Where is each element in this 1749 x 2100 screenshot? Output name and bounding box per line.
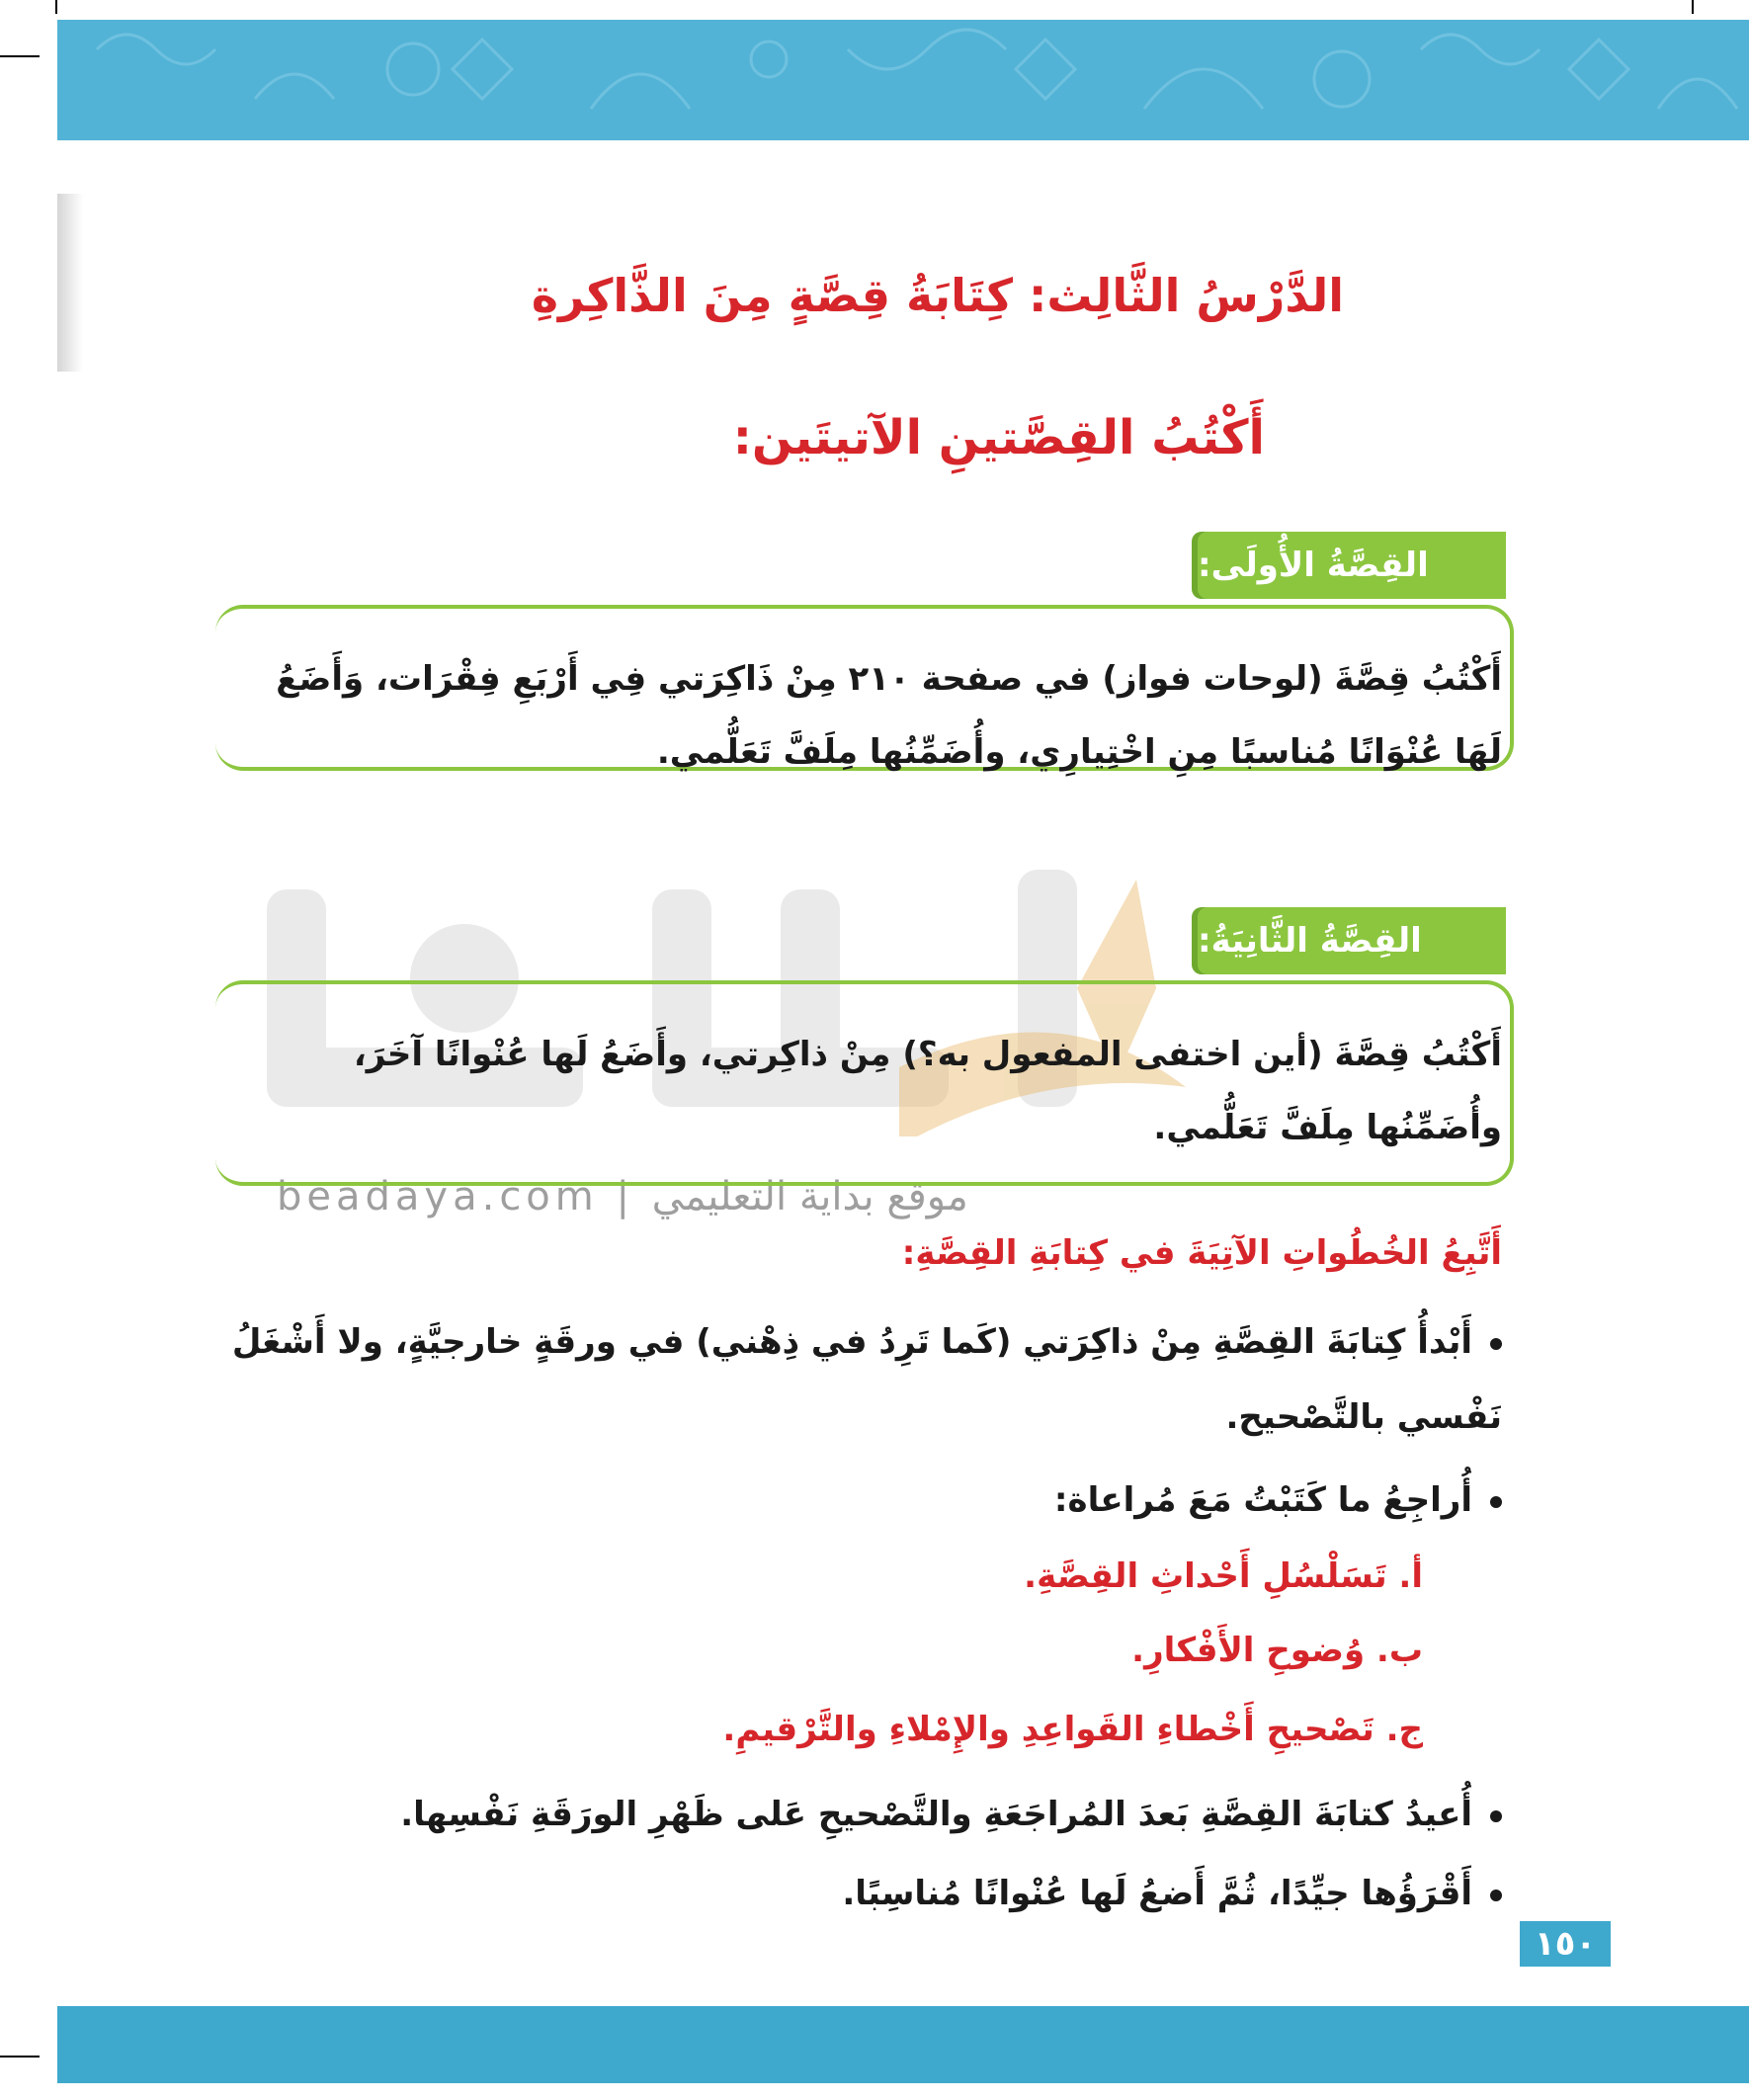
step-item [227,1463,1502,1538]
step-item [227,1777,1502,1852]
bullet-icon [1490,1496,1502,1508]
watermark-caption: beadaya.com | موقع بداية التعليمي [277,1174,968,1219]
sub-step-item: ج. تَصْحيحِ أَخْطاءِ القَواعِدِ والإِمْلاءِ والتَّرْقيمِ. [722,1710,1423,1749]
story-two-text: أَكْتُبُ قِصَّةَ (أين اختفى المفعول به؟) مِنْ ذاكِرتي، وأَضَعُ لَها عُنْوانًا آخَرَ، وأُضَمِّنُها مِلَفَّ تَعَلُّمي. [353,1035,1502,1147]
crop-mark [0,2056,40,2058]
crop-mark [0,55,40,57]
step-text: أُعيدُ كتابَةَ القِصَّةِ بَعدَ المُراجَعَةِ والتَّصْحيحِ عَلى ظَهْرِ الورَقَةِ نَفْسِها. [400,1795,1472,1834]
story-one-text: أَكْتُبُ قِصَّةَ (لوحات فواز) في صفحة ٢١٠ مِنْ ذَاكِرَتي فِي أَرْبَعِ فِقْرَات، وَأَضَعُ لَهَا عُنْوَانًا مُناسبًا مِنِ اخْتِيارِي، وأُضَمِّنُها مِلَفَّ تَعَلُّمي. [276,659,1502,772]
sub-step-item: ب. وُضوحِ الأَفْكارِ. [1131,1631,1423,1670]
crop-mark [1692,0,1694,14]
step-text: أُراجِعُ ما كَتَبْتُ مَعَ مُراعاة: [1053,1480,1472,1520]
footer-band [57,2006,1749,2083]
story-two-tab [1198,907,1506,974]
header-pattern [57,20,1749,140]
steps-title: أَتَّبِعُ الخُطُواتِ الآتِيَةَ في كِتابَةِ القِصَّةِ: [901,1233,1502,1273]
bullet-icon [1490,1338,1502,1350]
step-item [227,1304,1502,1455]
step-text: أَقْرَؤُها جيِّدًا، ثُمَّ أَضعُ لَها عُنْوانًا مُناسِبًا. [842,1874,1472,1913]
sub-step-item: أ. تَسَلْسُلِ أَحْداثِ القِصَّةِ. [1024,1556,1423,1596]
step-text: أَبْدأُ كِتابَةَ القِصَّةِ مِنْ ذاكِرَتي (كَما تَرِدُ في ذِهْني) في ورقَةٍ خارجيَّةٍ، ولا أَشْغَلُ نَفْسي بالتَّصْحيح. [231,1322,1502,1437]
instruction-title: أَكْتُبُ القِصَّتينِ الآتيتَين: [732,410,1265,465]
story-one-tab [1198,532,1506,599]
lesson-title: الدَّرْسُ الثَّالِث: كِتَابَةُ قِصَّةٍ مِنَ الذَّاكِرةِ [531,269,1344,322]
story-two-tab-label: القِصَّةُ الثَّانِيَةُ: [1198,921,1422,961]
page-edge-shadow [57,194,83,372]
header-band [57,20,1749,140]
bullet-icon [1490,1810,1502,1822]
story-one-tab-label: القِصَّةُ الأُولَى: [1198,546,1429,585]
bullet-icon [1490,1890,1502,1901]
step-item [227,1856,1502,1931]
crop-mark [55,0,57,14]
page-number: ١٥٠ [1520,1921,1611,1967]
